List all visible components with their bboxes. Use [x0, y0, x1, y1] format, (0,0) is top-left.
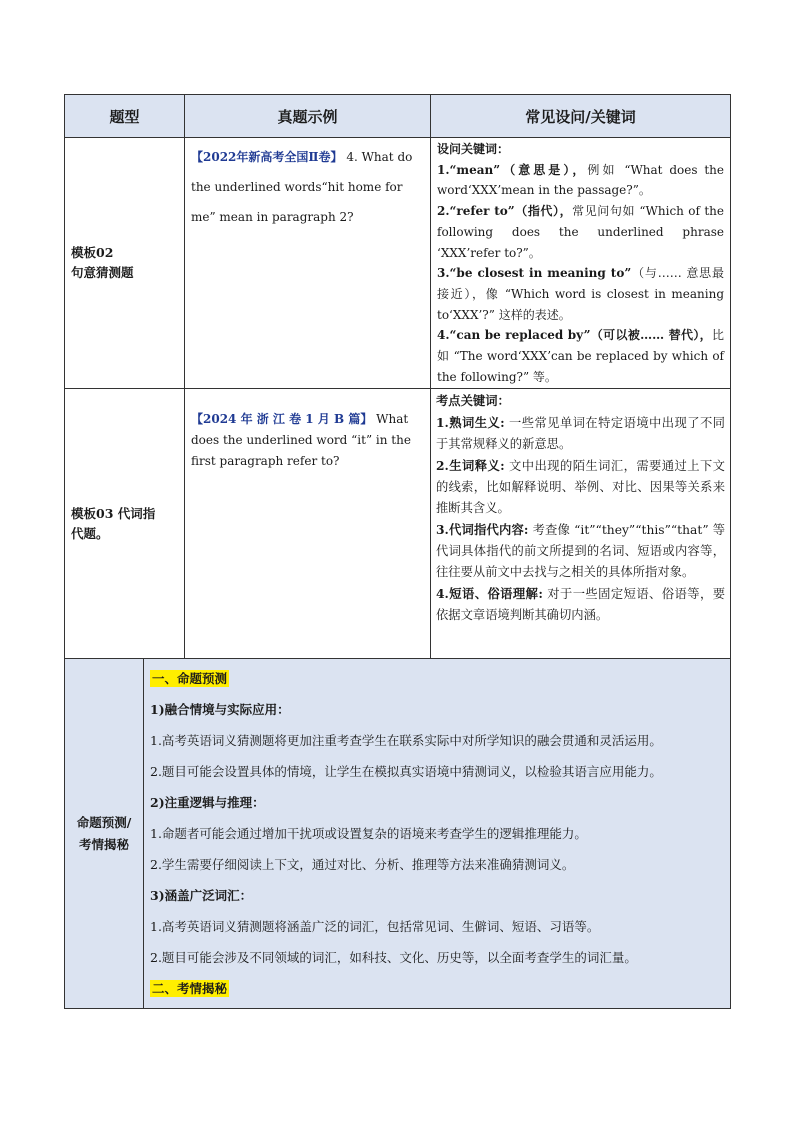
- testpoints-title: 考点关键词：: [436, 393, 510, 409]
- keywords-cell: [431, 138, 731, 389]
- prediction-item: 2.学生需要仔细阅读上下文，通过对比、分析、推理等方法来准确猜测词义。: [150, 857, 575, 872]
- template02-row: [65, 138, 731, 389]
- prediction-item: 1.命题者可能会通过增加干扰项或设置复杂的语境来考查学生的逻辑推理能力。: [150, 826, 587, 841]
- template03-row: [65, 389, 731, 659]
- template03-label-line1: 模板03 代词指: [71, 505, 156, 521]
- keyword-item: 4.“can be replaced by”（可以被…… 替代），比如 “The word‘XXX’can be replaced by which of the following?” 等。: [437, 328, 724, 384]
- prediction-table: [64, 658, 731, 1009]
- prediction-body: [144, 659, 731, 1009]
- template03-example-source: 【2024 年 浙 江 卷 1 月 B 篇】: [191, 412, 373, 427]
- section-heading-prediction: 一、命题预测: [152, 671, 228, 686]
- testpoint-item: 3.代词指代内容: 考查像 “it”“they”“this”“that” 等代词具体指代的前文所提到的名词、短语或内容等，往往要从前文中去找与之相关的具体所指对象。: [436, 522, 725, 580]
- header-real-example: 真题示例: [185, 95, 431, 138]
- subheading-context: 1)融合情境与实际应用：: [150, 702, 290, 717]
- template02-label-line2: 句意猜测题: [71, 265, 134, 281]
- template02-label: [65, 138, 185, 389]
- template03-example: [185, 389, 431, 659]
- testpoint-item: 1.熟词生义: 一些常见单词在特定语境中出现了不同于其常规释义的新意思。: [436, 415, 725, 452]
- template02-example: [185, 138, 431, 389]
- header-keywords: 常见设问/关键词: [431, 95, 731, 138]
- prediction-label-line2: 考情揭秘: [78, 836, 129, 852]
- testpoint-item: 4.短语、俗语理解: 对于一些固定短语、俗语等，要依据文章语境判断其确切内涵。: [436, 586, 725, 623]
- template03-label: [65, 389, 185, 659]
- prediction-row: [65, 659, 731, 1009]
- prediction-item: 1.高考英语词义猜测题将涵盖广泛的词汇，包括常见词、生僻词、短语、习语等。: [150, 919, 600, 934]
- prediction-item: 2.题目可能会涉及不同领域的词汇，如科技、文化、历史等，以全面考查学生的词汇量。: [150, 950, 637, 965]
- template02-example-text: 4. What do the underlined words“hit home for me” mean in paragraph 2?: [191, 150, 413, 224]
- header-question-type: 题型: [65, 95, 185, 138]
- subheading-vocabulary: 3)涵盖广泛词汇：: [150, 888, 253, 903]
- prediction-item: 1.高考英语词义猜测题将更加注重考查学生在联系实际中对所学知识的融会贯通和灵活运用。: [150, 733, 662, 748]
- prediction-label: [65, 659, 144, 1009]
- template02-label-line1: 模板02: [71, 245, 114, 261]
- keyword-item: 2.“refer to”（指代），常见问句如 “Which of the following does the underlined phrase ‘XXX’refer to?”。: [437, 204, 724, 260]
- testpoint-item: 2.生词释义: 文中出现的陌生词汇，需要通过上下文的线索，比如解释说明、举例、对比、因果等关系来推断其含义。: [436, 458, 725, 516]
- template02-example-source: 【2022年新高考全国Ⅱ卷】: [191, 150, 343, 164]
- template03-example-text: What does the underlined word “it” in the first paragraph refer to?: [191, 412, 411, 469]
- section-heading-exam-insight: 二、考情揭秘: [152, 981, 228, 996]
- keyword-item: 1.“mean”（意思是），例如 “What does the word‘XXX’mean in the passage?”。: [437, 162, 725, 198]
- keywords-title: 设问关键词：: [437, 142, 510, 156]
- template03-label-line2: 代题。: [71, 525, 109, 541]
- header-row: [65, 95, 731, 138]
- prediction-item: 2.题目可能会设置具体的情境，让学生在模拟真实语境中猜测词义，以检验其语言应用能力。: [150, 764, 662, 779]
- question-type-table: [64, 94, 731, 659]
- subheading-logic: 2)注重逻辑与推理：: [150, 795, 265, 810]
- testpoints-cell: [431, 389, 731, 659]
- keyword-item: 3.“be closest in meaning to”（与…… 意思最接近），像 “Which word is closest in meaning to‘XXX’?” 这样的表述。: [437, 266, 724, 322]
- prediction-label-line1: 命题预测/: [76, 814, 132, 830]
